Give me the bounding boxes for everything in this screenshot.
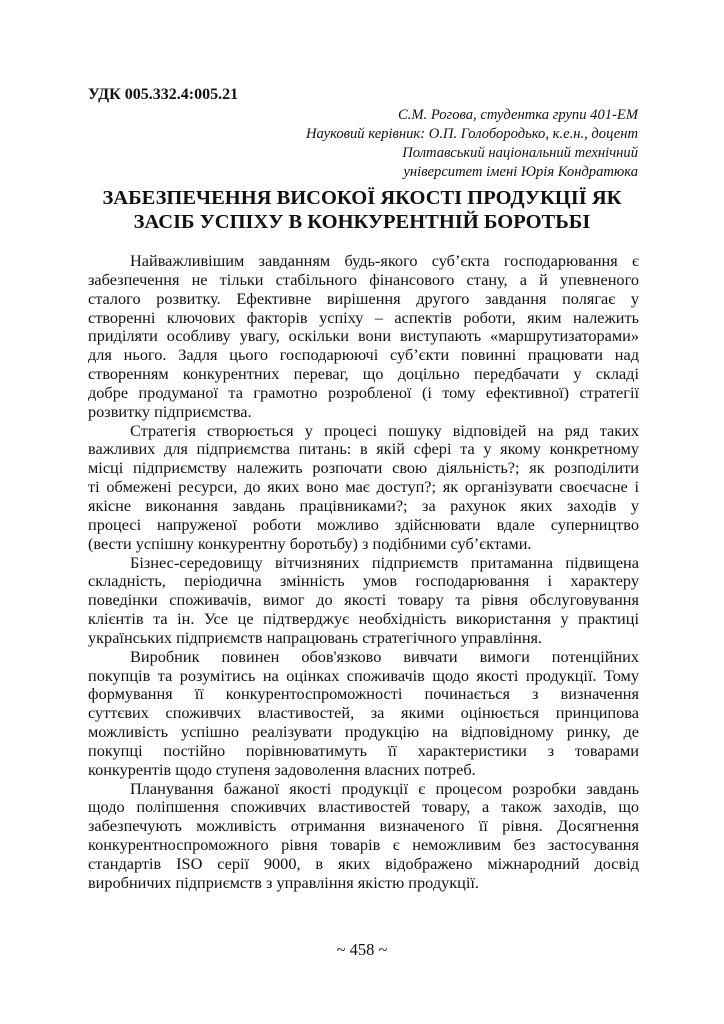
text-line: добре продуманої та грамотно розробленої (і тому ефективної) стратегії — [88, 382, 639, 402]
paragraph — [88, 648, 639, 780]
text-line: покупці постійно порівнюватимуть її характеристики з товарами — [88, 740, 639, 760]
article-body — [88, 252, 639, 893]
page-number: ~ 458 ~ — [336, 940, 388, 959]
article-title — [60, 186, 664, 234]
text-line: сталого розвитку. Ефективне вирішення другого завдання полягає у — [88, 288, 639, 308]
institution-line: університет імені Юрія Кондратюка — [403, 164, 638, 180]
text-line: важливих для підприємства питань: в якій сфері та у якому конкретному — [88, 439, 639, 459]
text-line: суттєвих споживчих властивостей, за якими оцінюється принципова — [88, 703, 639, 723]
paragraph — [88, 780, 639, 893]
text-line: розвитку підприємства. — [88, 401, 252, 421]
text-line: українських підприємств напрацювань стратегічного управління. — [88, 627, 543, 647]
supervisor-line: Науковий керівник: О.П. Голобородько, к.е.н., доцент — [305, 126, 638, 142]
text-line: якісне виконання завдань працівниками?; за рахунок яких заходів у — [88, 495, 639, 515]
text-line: процесі напруженої роботи можливо здійснювати вдале суперництво — [88, 514, 639, 534]
text-line: стандартів ISO серії 9000, в яких відображено міжнародний досвід — [88, 854, 639, 873]
paragraph — [88, 252, 639, 422]
author-block — [306, 106, 638, 182]
text-line: місці підприємству належить розпочати свою діяльність?; як розподілити — [88, 458, 639, 478]
text-line: клієнтів та ін. Усе це підтверджує необхідність використання у практиці — [88, 609, 639, 629]
title-line: ЗАБЕЗПЕЧЕННЯ ВИСОКОЇ ЯКОСТІ ПРОДУКЦІЇ ЯК — [102, 187, 622, 209]
text-line: (вести успішну конкурентну боротьбу) з подібними суб’єктами. — [88, 533, 532, 553]
text-line: Найважливішим завданням будь-якого суб’єкта господарювання є — [130, 251, 639, 270]
text-line: покупців та розумітись на оцінках споживачів щодо якості продукції. Тому — [88, 665, 639, 685]
udk-code: УДК 005.332.4:005.21 — [88, 86, 239, 103]
author-line: С.М. Рогова, студентка групи 401-ЕМ — [398, 107, 638, 123]
text-line: створенням конкурентних переваг, що доцільно передбачати у складі — [88, 364, 639, 384]
text-line: приділяти особливу увагу, оскільки вони виступають «маршрутизаторами» — [88, 326, 639, 346]
text-line: формування її конкурентоспроможності починається з визначення — [88, 684, 639, 704]
text-line: ті обмежені ресурси, до яких воно має доступ?; як організувати своєчасне і — [88, 477, 639, 497]
text-line: поведінки споживачів, вимог до якості товару та рівня обслуговування — [88, 590, 639, 610]
text-line: можливість успішно реалізувати продукцію на відповідному ринку, де — [88, 722, 639, 742]
text-line: забезпечення не тільки стабільного фінансового стану, а й упевненого — [88, 269, 639, 289]
text-line: Виробник повинен обов'язково вивчати вимоги потенційних — [130, 646, 639, 666]
text-line: Бізнес-середовищу вітчизняних підприємств притаманна підвищена — [130, 552, 639, 572]
text-line: для нього. Задля цього господарюючі суб’єкти повинні працювати над — [88, 345, 639, 365]
text-line: виробничих підприємств з управління якістю продукції. — [88, 872, 479, 892]
paragraph — [88, 422, 639, 554]
institution-line: Полтавський національний технічний — [402, 145, 638, 161]
text-line: створенні ключових факторів успіху – аспектів роботи, яким належить — [88, 307, 639, 327]
text-line: складність, періодична змінність умов господарювання і характеру — [88, 571, 639, 591]
text-line: конкурентноспроможного рівня товарів є неможливим без застосування — [88, 835, 639, 855]
paragraph — [88, 554, 639, 648]
text-line: щодо поліпшення споживчих властивостей товару, а також заходів, що — [88, 797, 639, 817]
text-line: забезпечують можливість отримання визначеного її рівня. Досягнення — [88, 816, 639, 836]
text-line: Стратегія створюється у процесі пошуку відповідей на ряд таких — [130, 420, 639, 440]
title-line: ЗАСІБ УСПІХУ В КОНКУРЕНТНІЙ БОРОТЬБІ — [133, 211, 591, 233]
text-line: Планування бажаної якості продукції є процесом розробки завдань — [130, 778, 639, 798]
text-line: конкурентів щодо ступеня задоволення власних потреб. — [88, 759, 476, 779]
